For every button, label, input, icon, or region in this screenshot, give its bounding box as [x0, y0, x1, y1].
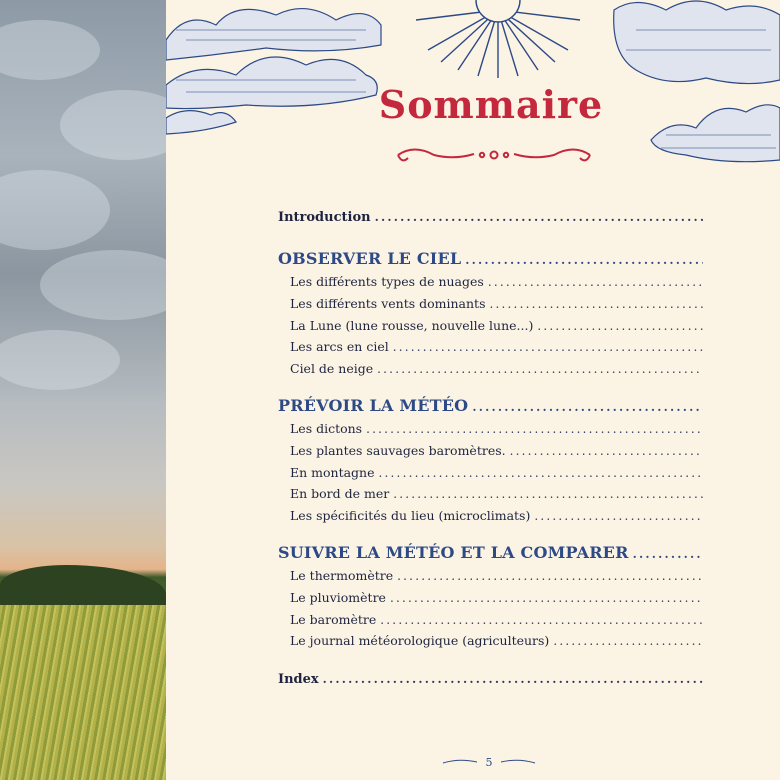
- toc-item[interactable]: Les plantes sauvages baromètres. .....: [278, 443, 703, 465]
- toc-section-suivre-la-meteo[interactable]: SUIVRE LA MÉTÉO ET LA COMPARER .....: [278, 543, 703, 568]
- toc-item[interactable]: Les dictons .....: [278, 421, 703, 443]
- title-flourish-ornament: [394, 142, 594, 168]
- toc-item[interactable]: En montagne .....: [278, 465, 703, 487]
- toc-section-observer-le-ciel[interactable]: OBSERVER LE CIEL .....: [278, 249, 703, 274]
- toc-item[interactable]: Les différents vents dominants .....: [278, 296, 703, 318]
- toc-item[interactable]: Le journal météorologique (agriculteurs) .....: [278, 633, 703, 655]
- svg-text:5: 5: [485, 756, 493, 769]
- toc-item[interactable]: Ciel de neige .....: [278, 361, 703, 383]
- toc-item[interactable]: Le baromètre .....: [278, 612, 703, 634]
- sky-field-photo: [0, 0, 166, 780]
- page-number-ornament: [439, 755, 539, 769]
- toc-section-prevoir-la-meteo[interactable]: PRÉVOIR LA MÉTÉO .....: [278, 396, 703, 421]
- page-title: Sommaire: [378, 82, 604, 127]
- toc-item[interactable]: La Lune (lune rousse, nouvelle lune...) .....: [278, 318, 703, 340]
- toc-item[interactable]: En bord de mer .....: [278, 486, 703, 508]
- toc-item[interactable]: Les différents types de nuages .....: [278, 274, 703, 296]
- grass-field: [0, 605, 166, 780]
- toc-item[interactable]: Le thermomètre .....: [278, 568, 703, 590]
- toc-entry-index[interactable]: Index .....: [278, 672, 703, 694]
- toc-item[interactable]: Les arcs en ciel .....: [278, 339, 703, 361]
- page-number: [439, 755, 539, 769]
- table-of-contents: [278, 210, 703, 694]
- toc-entry-introduction[interactable]: Introduction .....: [278, 210, 703, 232]
- toc-page: [166, 0, 780, 780]
- toc-item[interactable]: Les spécificités du lieu (microclimats) .....: [278, 508, 703, 530]
- toc-item[interactable]: Le pluviomètre .....: [278, 590, 703, 612]
